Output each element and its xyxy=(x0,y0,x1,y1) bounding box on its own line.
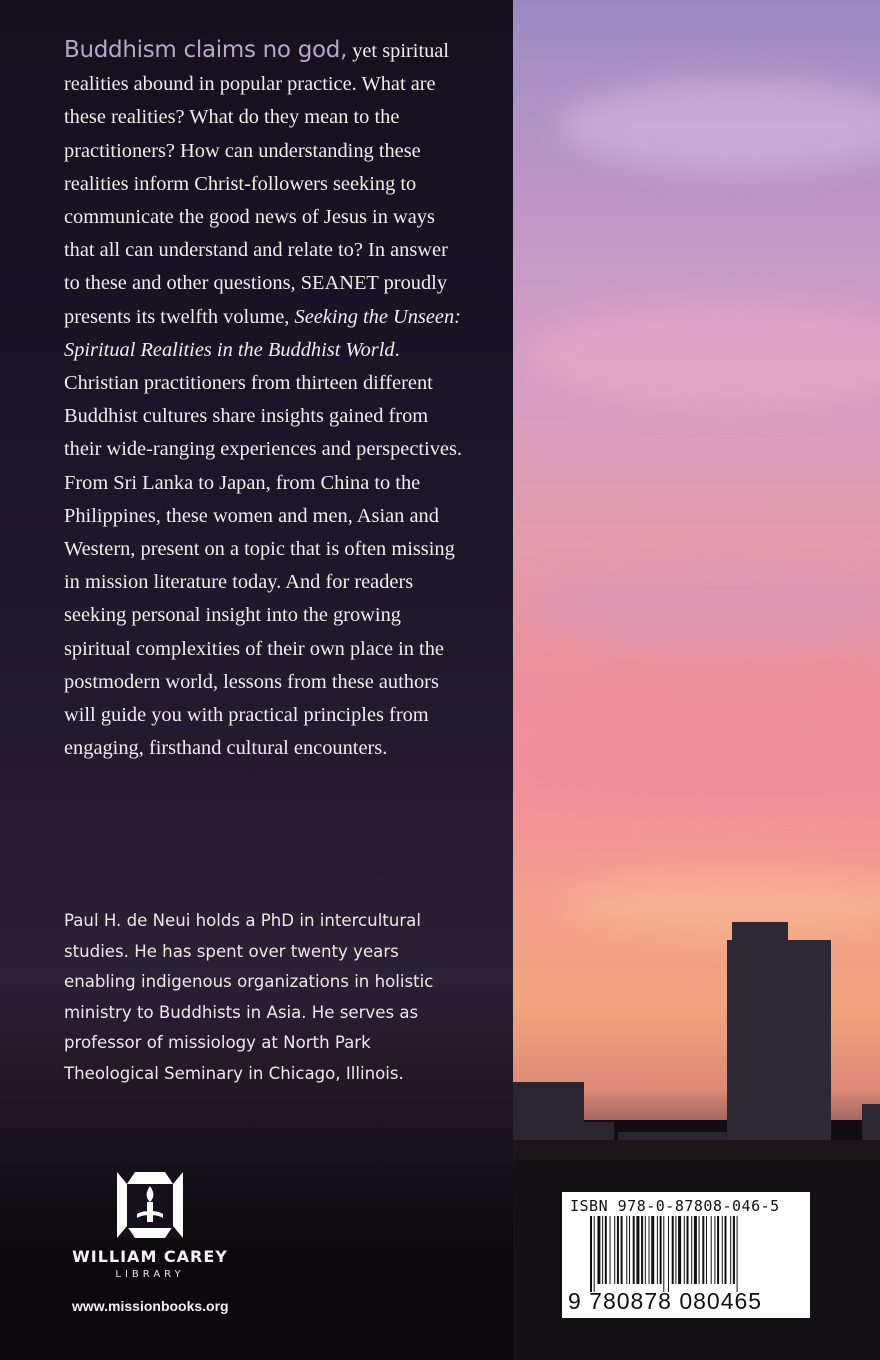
blurb-lead: Buddhism claims no god, xyxy=(64,37,348,63)
barcode-bar xyxy=(722,1216,723,1284)
barcode-bar xyxy=(590,1216,592,1292)
barcode-bar xyxy=(702,1216,704,1284)
barcode-bar xyxy=(617,1216,619,1284)
ean-number: 9 780878 080465 xyxy=(568,1288,763,1314)
barcode-bar xyxy=(737,1216,738,1292)
barcode-bar xyxy=(602,1216,603,1284)
barcode-bar xyxy=(706,1216,707,1284)
barcode-bar xyxy=(717,1216,719,1284)
skyline-tower xyxy=(732,922,788,946)
book-title: Seeking the Unseen: Spiritual Realities in the Buddhist World xyxy=(64,305,461,361)
barcode-bar xyxy=(733,1216,735,1284)
skyline-building xyxy=(862,1104,880,1144)
barcode-bar xyxy=(714,1216,715,1284)
barcode-bar xyxy=(699,1216,700,1284)
isbn-number: ISBN 978-0-87808-046-5 xyxy=(570,1197,780,1215)
publisher-website: www.missionbooks.org xyxy=(72,1298,229,1314)
barcode-bar xyxy=(678,1216,681,1284)
publisher-logo xyxy=(60,1172,240,1280)
barcode-bar xyxy=(684,1216,685,1284)
barcode-bar xyxy=(668,1216,669,1292)
barcode-bar xyxy=(651,1216,654,1284)
barcode-bar xyxy=(711,1216,712,1284)
blurb-text-part-2: . Christian practitioners from thirteen different Buddhist cultures share insights gained from their wide-ranging experiences and perspectives. From Sri Lanka to Japan, from China to the Philippines, these women and men, Asian and Western, present on a topic that is often missing in mission literature today. And for readers seeking personal insight into the growing spiritual complexities of their own place in the postmodern world, lessons from these authors will guide you with practical principles from engaging, firsthand cultural encounters. xyxy=(64,338,463,760)
barcode-bar xyxy=(660,1216,662,1284)
skyline-building xyxy=(512,1082,584,1142)
publisher-name: WILLIAM CAREY xyxy=(72,1247,228,1266)
barcode-bar xyxy=(663,1216,664,1292)
author-bio: Paul H. de Neui holds a PhD in intercultural studies. He has spent over twenty years enabling indigenous organizations in holistic ministry to Buddhists in Asia. He serves as professor of missiology at North Park Theological Seminary in Chicago, Illinois. xyxy=(64,911,434,1083)
barcode-bar xyxy=(633,1216,635,1284)
barcode-bar xyxy=(687,1216,689,1284)
barcode-bar xyxy=(594,1216,595,1292)
barcode-bar xyxy=(691,1216,692,1284)
barcode-bar xyxy=(675,1216,676,1284)
barcode-bar xyxy=(730,1216,731,1284)
candle-emblem-icon xyxy=(117,1172,183,1238)
publisher-name-line2: LIBRARY xyxy=(115,1269,185,1280)
book-blurb xyxy=(64,34,464,765)
barcode-bar xyxy=(597,1216,600,1284)
barcode-bar xyxy=(610,1216,611,1284)
barcode-bar xyxy=(629,1216,630,1284)
isbn-barcode xyxy=(562,1192,810,1318)
barcode-bar xyxy=(694,1216,697,1284)
barcode-bar xyxy=(649,1216,650,1284)
barcode-bar xyxy=(645,1216,646,1284)
barcode-bar xyxy=(626,1216,627,1284)
barcode-bar xyxy=(657,1216,658,1284)
barcode-bar xyxy=(621,1216,623,1284)
barcode-bar xyxy=(672,1216,674,1284)
skyline-tower xyxy=(727,940,831,1140)
barcode-bar xyxy=(605,1216,607,1284)
barcode-bar xyxy=(636,1216,639,1284)
barcode-bar xyxy=(614,1216,615,1284)
barcode-bar xyxy=(725,1216,727,1284)
blurb-text-part-1: yet spiritual realities abound in popular practice. What are these realities? What do they mean to the practitioners? How can understanding these realities inform Christ-followers seeking to communicate the good news of Jesus in ways that all can understand and relate to? In answer to these and other questions, SEANET proudly presents its twelfth volume, xyxy=(64,40,450,328)
barcode-bar xyxy=(641,1216,643,1284)
